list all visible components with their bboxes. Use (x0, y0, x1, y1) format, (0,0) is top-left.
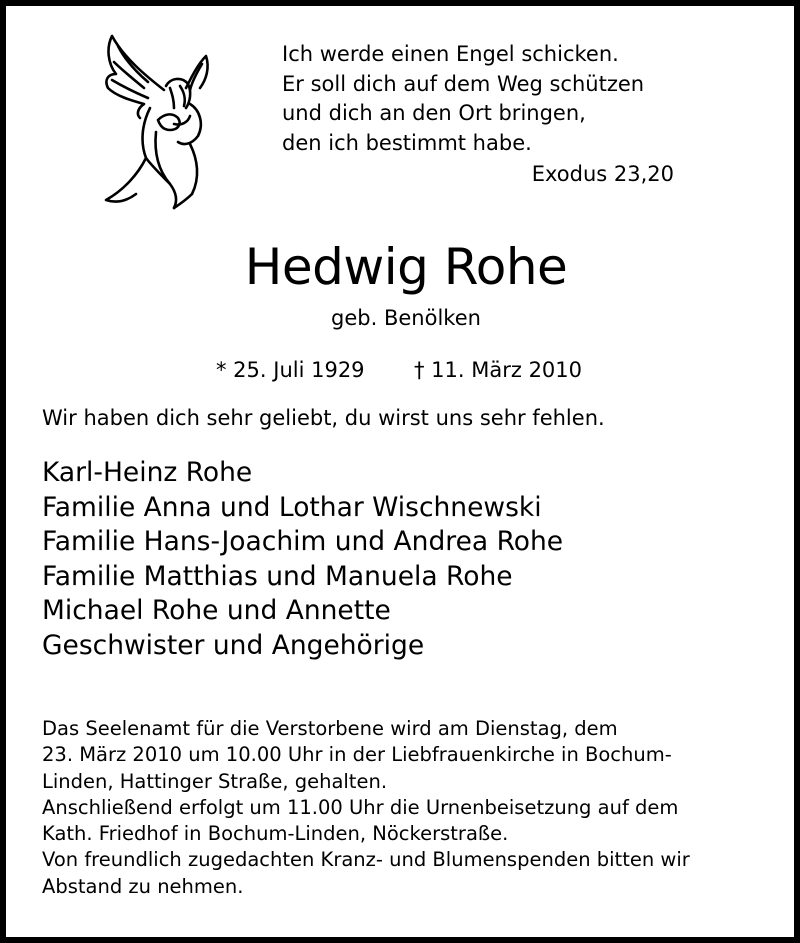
verse-line: Ich werde einen Engel schicken. (282, 42, 619, 66)
bible-verse (282, 40, 644, 158)
service-notice (42, 716, 690, 900)
verse-line: Er soll dich auf dem Weg schützen (282, 71, 645, 96)
notice-line: Das Seelenamt für die Verstorbene wird am Dienstag, dem (42, 717, 618, 740)
notice-line: Anschließend erfolgt um 11.00 Uhr die Urnenbeisetzung auf dem (42, 795, 679, 819)
birth-date: * 25. Juli 1929 (216, 358, 365, 382)
verse-line: und dich an den Ort bringen, (282, 101, 586, 125)
mourner-entry: Familie Anna und Lothar Wischnewski (42, 491, 542, 523)
notice-line: Abstand zu nehmen. (42, 874, 244, 898)
angel-illustration (94, 28, 216, 214)
mourner-entry: Geschwister und Angehörige (42, 629, 425, 661)
mourner-entry: Karl-Heinz Rohe (42, 457, 253, 488)
maiden-name: geb. Benölken (331, 306, 481, 330)
verse-line: den ich bestimmt habe. (282, 130, 532, 155)
verse-source: Exodus 23,20 (531, 162, 674, 186)
mourners-list (42, 456, 563, 663)
notice-line: Linden, Hattinger Straße, gehalten. (42, 769, 388, 793)
notice-line: 23. März 2010 um 10.00 Uhr in der Liebfrauenkirche in Bochum- (42, 743, 672, 767)
mourner-entry: Familie Hans-Joachim und Andrea Rohe (42, 526, 564, 557)
notice-line: Kath. Friedhof in Bochum-Linden, Nöckerstraße. (42, 822, 509, 846)
death-date: † 11. März 2010 (414, 358, 583, 382)
mourner-entry: Michael Rohe und Annette (42, 595, 391, 626)
farewell-message: Wir haben dich sehr geliebt, du wirst uns sehr fehlen. (42, 406, 605, 430)
decedent-name: Hedwig Rohe (244, 238, 568, 296)
notice-line: Von freundlich zugedachten Kranz- und Blumenspenden bitten wir (42, 848, 690, 872)
mourner-entry: Familie Matthias und Manuela Rohe (42, 560, 513, 592)
